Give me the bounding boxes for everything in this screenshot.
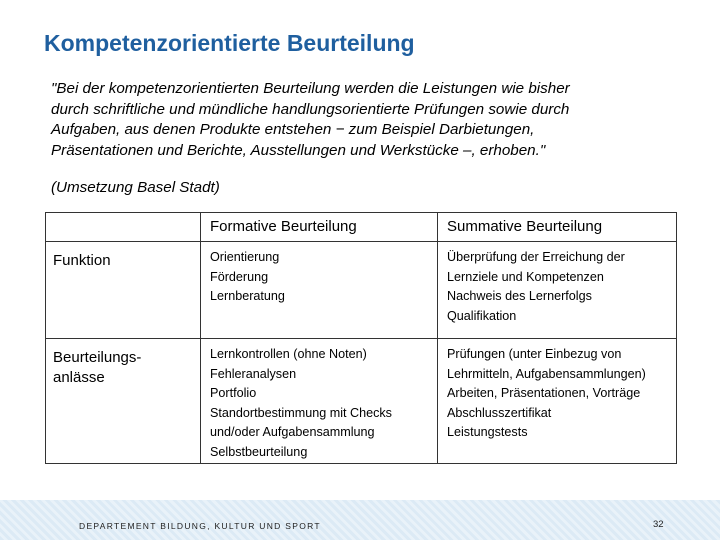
quote-block [51,79,701,161]
quote-line: Präsentationen und Berichte, Ausstellungen und Werkstücke –, erhoben." [51,141,546,159]
row-label-cell [46,242,201,339]
table-row [46,242,677,339]
list-item: Nachweis des Lernerfolgs [447,289,592,303]
list-item: Leistungstests [447,425,528,439]
row-label-cell [46,339,201,464]
table-row [46,339,677,464]
list-item: Portfolio [210,386,257,400]
table-header-row [46,213,677,242]
slide-title: Kompetenzorientierte Beurteilung [44,30,415,56]
summative-cell [438,339,677,464]
footer-department: DEPARTEMENT BILDUNG, KULTUR UND SPORT [79,521,321,531]
list-item: Prüfungen (unter Einbezug von [447,347,622,361]
list-item: Förderung [210,269,269,284]
list-item: Standortbestimmung mit Checks [210,405,392,420]
list-item: Lernberatung [210,289,285,303]
list-item: Lernziele und Kompetenzen [447,269,604,284]
quote-line: durch schriftliche und mündliche handlungsorientierte Prüfungen sowie durch [51,100,570,118]
list-item: Lehrmitteln, Aufgabensammlungen) [447,366,646,381]
formative-list [201,339,437,462]
assessment-table [45,212,677,464]
formative-cell [201,339,438,464]
quote-source: (Umsetzung Basel Stadt) [51,179,220,196]
list-item: Überprüfung der Erreichung der [447,250,625,264]
footer-band [0,500,720,540]
list-item: Arbeiten, Präsentationen, Vorträge [447,386,641,400]
list-item: und/oder Aufgabensammlung [210,425,375,439]
formative-list [201,242,437,307]
header-summative [438,213,677,242]
list-item: Selbstbeurteilung [210,444,308,459]
header-summative-label: Summative Beurteilung [447,218,603,235]
page-number: 32 [653,519,664,530]
quote-line: "Bei der kompetenzorientierten Beurteilung werden die Leistungen wie bisher [51,80,570,97]
summative-list [438,339,676,443]
row-label-beurteilungsanlaesse: Beurteilungs- anlässe [53,349,142,386]
row-label-funktion: Funktion [53,252,111,269]
formative-cell [201,242,438,339]
list-item: Orientierung [210,250,280,264]
list-item: Abschlusszertifikat [447,405,552,420]
list-item: Lernkontrollen (ohne Noten) [210,347,367,361]
quote-line: Aufgaben, aus denen Produkte entstehen − zum Beispiel Darbietungen, [51,121,535,138]
header-formative-label: Formative Beurteilung [210,218,357,235]
list-item: Qualifikation [447,308,517,323]
summative-cell [438,242,677,339]
list-item: Fehleranalysen [210,366,297,381]
header-formative [201,213,438,242]
header-empty-cell [46,213,201,242]
summative-list [438,242,676,326]
